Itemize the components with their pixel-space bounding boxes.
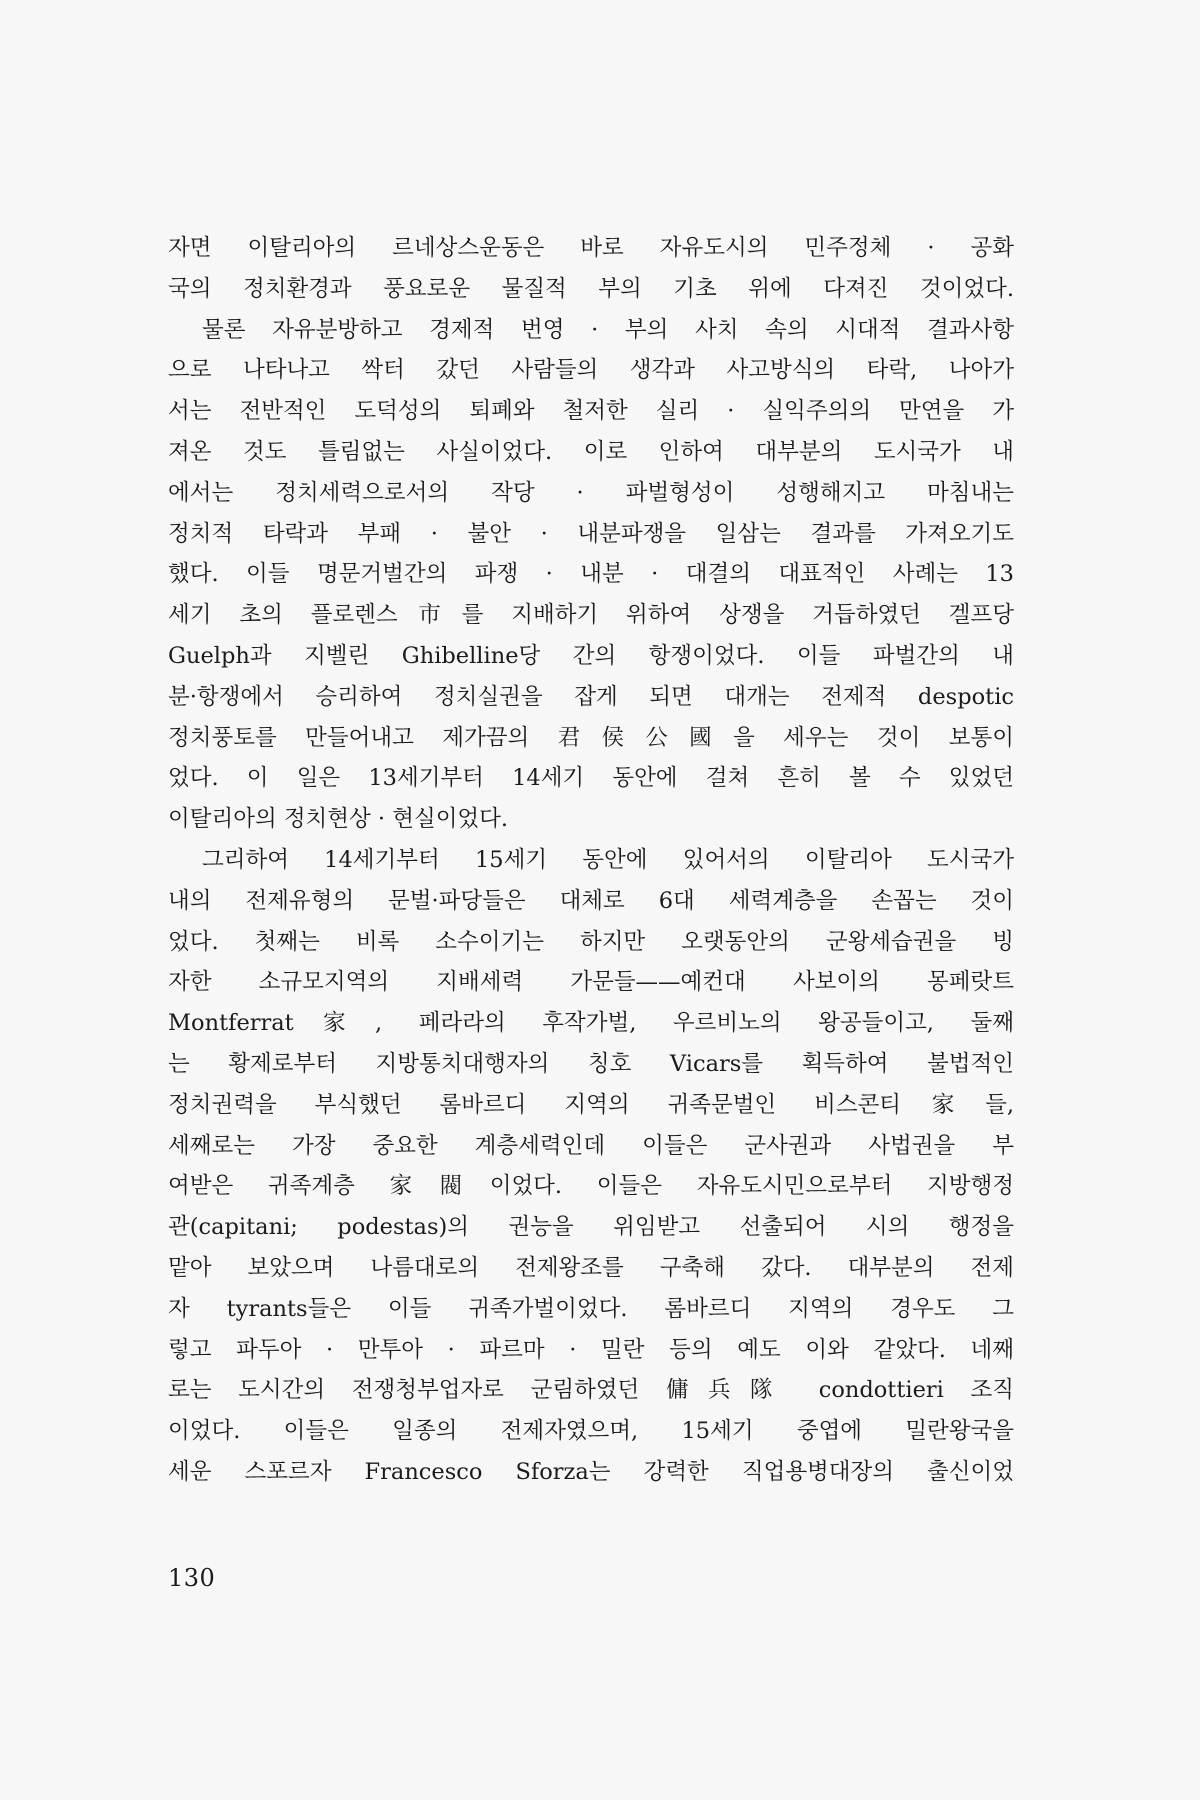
text-line: 세운 스포르자 Francesco Sforza는 강력한 직업용병대장의 출신이었 bbox=[168, 1458, 1014, 1485]
text-line: 관(capitani; podestas)의 권능을 위임받고 선출되어 시의 행정을 bbox=[168, 1214, 1014, 1241]
text-line: 었다. 이 일은 13세기부터 14세기 동안에 걸쳐 흔히 볼 수 있었던 bbox=[168, 765, 1014, 792]
text-line: 정치풍토를 만들어내고 제가끔의 君侯公國을 세우는 것이 보통이 bbox=[168, 724, 1014, 751]
text-line: 정치권력을 부식했던 롬바르디 지역의 귀족문벌인 비스콘티家들, bbox=[168, 1091, 1014, 1118]
text-line: 세기 초의 플로렌스市를 지배하기 위하여 상쟁을 거듭하였던 겔프당 bbox=[168, 602, 1014, 629]
text-line: 국의 정치환경과 풍요로운 물질적 부의 기초 위에 다져진 것이었다. bbox=[168, 275, 1014, 302]
body-text bbox=[168, 228, 1014, 1493]
text-line: 자면 이탈리아의 르네상스운동은 바로 자유도시의 민주정체 · 공화 bbox=[168, 235, 1014, 261]
text-line: 에서는 정치세력으로서의 작당 · 파벌형성이 성행해지고 마침내는 bbox=[168, 479, 1014, 506]
text-line: 분·항쟁에서 승리하여 정치실권을 잡게 되면 대개는 전제적 despotic bbox=[168, 683, 1014, 710]
text-line: 정치적 타락과 부패 · 불안 · 내분파쟁을 일삼는 결과를 가져오기도 bbox=[168, 520, 1014, 547]
text-line: 맡아 보았으며 나름대로의 전제왕조를 구축해 갔다. 대부분의 전제 bbox=[168, 1254, 1014, 1281]
text-line: 었다. 첫째는 비록 소수이기는 하지만 오랫동안의 군왕세습권을 빙 bbox=[168, 928, 1014, 955]
text-line: 는 황제로부터 지방통치대행자의 칭호 Vicars를 획득하여 불법적인 bbox=[168, 1050, 1014, 1077]
text-line: Guelph과 지벨린 Ghibelline당 간의 항쟁이었다. 이들 파벌간의 내 bbox=[168, 642, 1014, 669]
text-line: 자 tyrants들은 이들 귀족가벌이었다. 롬바르디 지역의 경우도 그 bbox=[168, 1295, 1014, 1322]
text-line: 내의 전제유형의 문벌·파당들은 대체로 6대 세력계층을 손꼽는 것이 bbox=[168, 887, 1014, 914]
text-line: 이탈리아의 정치현상 · 현실이었다. bbox=[168, 806, 509, 833]
text-line: 서는 전반적인 도덕성의 퇴폐와 철저한 실리 · 실익주의의 만연을 가 bbox=[168, 398, 1014, 425]
page-number: 130 bbox=[168, 1564, 216, 1592]
text-line: 으로 나타나고 싹터 갔던 사람들의 생각과 사고방식의 타락, 나아가 bbox=[168, 357, 1014, 384]
text-line: 렇고 파두아 · 만투아 · 파르마 · 밀란 등의 예도 이와 같았다. 네째 bbox=[168, 1336, 1014, 1363]
text-line: 여받은 귀족계층 家閥이었다. 이들은 자유도시민으로부터 지방행정 bbox=[168, 1173, 1014, 1200]
text-line: Montferrat家, 페라라의 후작가벌, 우르비노의 왕공들이고, 둘째 bbox=[168, 1010, 1014, 1037]
text-line: 로는 도시간의 전쟁청부업자로 군림하였던 傭兵隊 condottieri 조직 bbox=[168, 1377, 1014, 1404]
text-line: 자한 소규모지역의 지배세력 가문들——예컨대 사보이의 몽페랏트 bbox=[168, 969, 1014, 996]
text-line: 져온 것도 틀림없는 사실이었다. 이로 인하여 대부분의 도시국가 내 bbox=[168, 438, 1014, 465]
text-line: 했다. 이들 명문거벌간의 파쟁 · 내분 · 대결의 대표적인 사례는 13 bbox=[168, 561, 1014, 588]
text-line: 그리하여 14세기부터 15세기 동안에 있어서의 이탈리아 도시국가 bbox=[202, 846, 1014, 873]
text-line: 물론 자유분방하고 경제적 번영 · 부의 사치 속의 시대적 결과사항 bbox=[202, 316, 1014, 343]
text-line: 세째로는 가장 중요한 계층세력인데 이들은 군사권과 사법권을 부 bbox=[168, 1132, 1014, 1159]
text-line: 이었다. 이들은 일종의 전제자였으며, 15세기 중엽에 밀란왕국을 bbox=[168, 1418, 1014, 1445]
